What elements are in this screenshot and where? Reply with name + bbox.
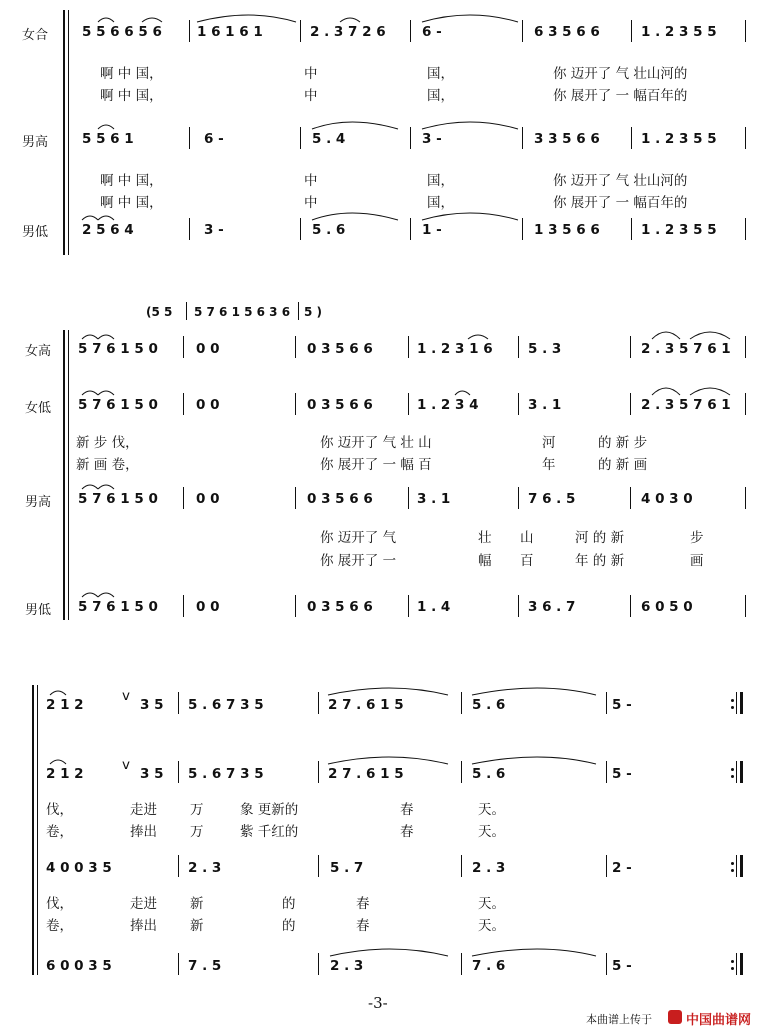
slur	[98, 391, 114, 395]
women-m6: 1 . 2 3 5 5	[641, 24, 717, 40]
slur	[50, 760, 66, 764]
tenor-m6: 4 0 3 0	[641, 491, 693, 507]
lyric: 国，	[427, 195, 454, 211]
slur	[98, 125, 114, 129]
lyric: 年 的 新	[575, 553, 625, 569]
women2-m2: 5 . 6 7 3 5	[188, 766, 264, 782]
slur	[690, 332, 730, 339]
tie	[422, 122, 518, 129]
lyric: 山	[520, 530, 534, 546]
alto-m2: 0 0	[196, 397, 220, 413]
slur	[82, 593, 98, 597]
alto-m6: 2 . 3 5 7 6 1	[641, 397, 731, 413]
lyric: 中	[304, 88, 318, 104]
bass-m2: 3 -	[204, 222, 224, 238]
soprano-m4: 1 . 2 3 1 6	[417, 341, 493, 357]
soprano-m3: 0 3 5 6 6	[307, 341, 373, 357]
soprano-m6: 2 . 3 5 7 6 1	[641, 341, 731, 357]
part-label-soprano: 女高	[25, 344, 52, 359]
lyric: 新	[190, 918, 204, 934]
bass-m6: 1 . 2 3 5 5	[641, 222, 717, 238]
tenor-m2: 0 0	[196, 491, 220, 507]
lyric: 国，	[427, 173, 454, 189]
women-m4: 6 -	[422, 24, 442, 40]
lyric: 伐，	[46, 802, 73, 818]
tie	[472, 949, 596, 956]
part-label-bass: 男低	[25, 603, 52, 618]
lyric: 春	[400, 802, 414, 818]
lyric: 紫 千红的	[240, 824, 299, 840]
women1-m1: 2 1 2	[46, 697, 84, 713]
slur	[82, 216, 98, 220]
cue-notes: (5 5	[146, 305, 173, 319]
alto-m5: 3 . 1	[528, 397, 562, 413]
slur	[98, 18, 114, 22]
slur	[468, 335, 488, 339]
bass-m3: 0 3 5 6 6	[307, 599, 373, 615]
alto-m4: 1 . 2 3 4	[417, 397, 479, 413]
lyric: 河	[542, 435, 556, 451]
lyric: 中	[304, 173, 318, 189]
bass-m1: 2 5 6 4	[82, 222, 134, 238]
lyric: 天。	[478, 918, 505, 934]
slur	[455, 391, 470, 395]
lyric: 百	[520, 553, 534, 569]
lyric: 壮	[478, 530, 492, 546]
part-label-tenor: 男高	[25, 495, 52, 510]
lyric: 步	[690, 530, 704, 546]
tenor-m5: 3 3 5 6 6	[534, 131, 600, 147]
bass-m1: 5 7 6 1 5 0	[78, 599, 158, 615]
women-m3: 2 . 3 7 2 6	[310, 24, 386, 40]
tie	[312, 122, 398, 129]
lyric: 春	[400, 824, 414, 840]
bass-m5: 1 3 5 6 6	[534, 222, 600, 238]
women-m2: 1 6 1 6 1	[197, 24, 263, 40]
women1-m3: 2 7 . 6 1 5	[328, 697, 404, 713]
tenor-m6: 1 . 2 3 5 5	[641, 131, 717, 147]
tie	[328, 757, 448, 764]
soprano-m5: 5 . 3	[528, 341, 562, 357]
lyric: 你 迈开了 气 壮山河的	[553, 66, 688, 82]
alto-m3: 0 3 5 6 6	[307, 397, 373, 413]
women1-m1b: 3 5	[140, 697, 164, 713]
lyric: 卷，	[46, 824, 73, 840]
slur	[98, 216, 114, 220]
tenor-m4: 3 -	[422, 131, 442, 147]
bass-m4: 1 -	[422, 222, 442, 238]
lyric: 啊 中 国，	[100, 195, 163, 211]
lyric: 啊 中 国，	[100, 88, 163, 104]
lyric: 你 迈开了 气 壮山河的	[553, 173, 688, 189]
lyric: 的	[282, 896, 296, 912]
slur	[652, 332, 680, 339]
lyric: 伐，	[46, 896, 73, 912]
women2-m5: 5 -	[612, 766, 632, 782]
lyric: 河 的 新	[575, 530, 625, 546]
part-label-bass: 男低	[22, 225, 49, 240]
tenor-m2: 2 . 3	[188, 860, 222, 876]
bass-m6: 6 0 5 0	[641, 599, 693, 615]
slur	[82, 391, 98, 395]
lyric: 中	[304, 195, 318, 211]
slur	[142, 18, 162, 22]
bass-m2: 0 0	[196, 599, 220, 615]
bass-m4: 7 . 6	[472, 958, 506, 974]
lyric: 捧出	[130, 824, 157, 840]
women2-m1: 2 1 2	[46, 766, 84, 782]
women-m5: 6 3 5 6 6	[534, 24, 600, 40]
slur	[98, 335, 114, 339]
slur	[50, 691, 66, 695]
lyric: 新	[190, 896, 204, 912]
slur	[82, 485, 98, 489]
lyric: 卷，	[46, 918, 73, 934]
lyric: 万	[190, 824, 204, 840]
lyric: 象 更新的	[240, 802, 299, 818]
slur	[340, 18, 360, 22]
upload-credit: 本曲谱上传于	[586, 1013, 652, 1026]
tenor-m5: 7 6 . 5	[528, 491, 576, 507]
tenor-m3: 5 . 4	[312, 131, 346, 147]
tenor-m3: 5 . 7	[330, 860, 364, 876]
lyric: 中	[304, 66, 318, 82]
lyric: 国，	[427, 66, 454, 82]
bass-m5: 3 6 . 7	[528, 599, 576, 615]
tie	[422, 15, 518, 22]
lyric: 你 迈开了 气	[320, 530, 397, 546]
tie	[422, 213, 518, 220]
bass-m2: 7 . 5	[188, 958, 222, 974]
cue-notes: 5 )	[304, 305, 323, 319]
tie	[472, 688, 596, 695]
women1-m5: 5 -	[612, 697, 632, 713]
lyric: 万	[190, 802, 204, 818]
lyric: 你 展开了 一	[320, 553, 397, 569]
bass-m3: 5 . 6	[312, 222, 346, 238]
site-logo[interactable]: 中国曲谱网	[686, 1013, 752, 1028]
slur	[98, 593, 114, 597]
lyric: 国，	[427, 88, 454, 104]
women-m1: 5 5 6 6 5 6	[82, 24, 162, 40]
bass-m1: 6 0 0 3 5	[46, 958, 112, 974]
lyric: 捧出	[130, 918, 157, 934]
tenor-m2: 6 -	[204, 131, 224, 147]
lyric: 春	[356, 896, 370, 912]
tenor-m4: 2 . 3	[472, 860, 506, 876]
breath-mark: v	[122, 688, 130, 704]
tenor-m1: 4 0 0 3 5	[46, 860, 112, 876]
lyric: 啊 中 国，	[100, 173, 163, 189]
part-label-alto: 女低	[25, 401, 52, 416]
soprano-m2: 0 0	[196, 341, 220, 357]
soprano-m1: 5 7 6 1 5 0	[78, 341, 158, 357]
lyric: 新 步 伐，	[76, 435, 139, 451]
women2-m1b: 3 5	[140, 766, 164, 782]
tie	[472, 757, 596, 764]
women1-m4: 5 . 6	[472, 697, 506, 713]
cue-notes: 5 7 6 1 5 6 3 6	[194, 305, 291, 319]
bass-m4: 1 . 4	[417, 599, 451, 615]
lyric: 啊 中 国，	[100, 66, 163, 82]
lyric: 画	[690, 553, 704, 569]
lyric: 的 新 步	[598, 435, 648, 451]
tie	[328, 688, 448, 695]
slur	[82, 335, 98, 339]
lyric: 新 画 卷，	[76, 457, 139, 473]
page-number: -3-	[368, 994, 388, 1012]
lyric: 天。	[478, 802, 505, 818]
breath-mark: v	[122, 757, 130, 773]
lyric: 走进	[130, 896, 157, 912]
women2-m4: 5 . 6	[472, 766, 506, 782]
tie	[330, 949, 448, 956]
alto-m1: 5 7 6 1 5 0	[78, 397, 158, 413]
lyric: 幅	[478, 553, 492, 569]
lyric: 的 新 画	[598, 457, 648, 473]
tenor-m5: 2 -	[612, 860, 632, 876]
lyric: 天。	[478, 896, 505, 912]
site-logo-icon	[668, 1010, 682, 1024]
bass-m5: 5 -	[612, 958, 632, 974]
lyric: 的	[282, 918, 296, 934]
lyric: 你 迈开了 气 壮 山	[320, 435, 432, 451]
slur	[690, 388, 730, 395]
tenor-m1: 5 7 6 1 5 0	[78, 491, 158, 507]
tenor-m4: 3 . 1	[417, 491, 451, 507]
lyric: 年	[542, 457, 556, 473]
women2-m3: 2 7 . 6 1 5	[328, 766, 404, 782]
lyric: 你 展开了 一 幅百年的	[553, 88, 688, 104]
tenor-m1: 5 5 6 1	[82, 131, 134, 147]
bass-m3: 2 . 3	[330, 958, 364, 974]
lyric: 春	[356, 918, 370, 934]
slur	[652, 388, 680, 395]
tie	[197, 15, 296, 22]
tenor-m3: 0 3 5 6 6	[307, 491, 373, 507]
slur	[98, 485, 114, 489]
lyric: 走进	[130, 802, 157, 818]
lyric: 你 展开了 一 幅 百	[320, 457, 432, 473]
part-label-tenor: 男高	[22, 135, 49, 150]
tie	[312, 213, 398, 220]
part-label-women-chorus: 女合	[22, 28, 49, 43]
women1-m2: 5 . 6 7 3 5	[188, 697, 264, 713]
lyric: 天。	[478, 824, 505, 840]
lyric: 你 展开了 一 幅百年的	[553, 195, 688, 211]
